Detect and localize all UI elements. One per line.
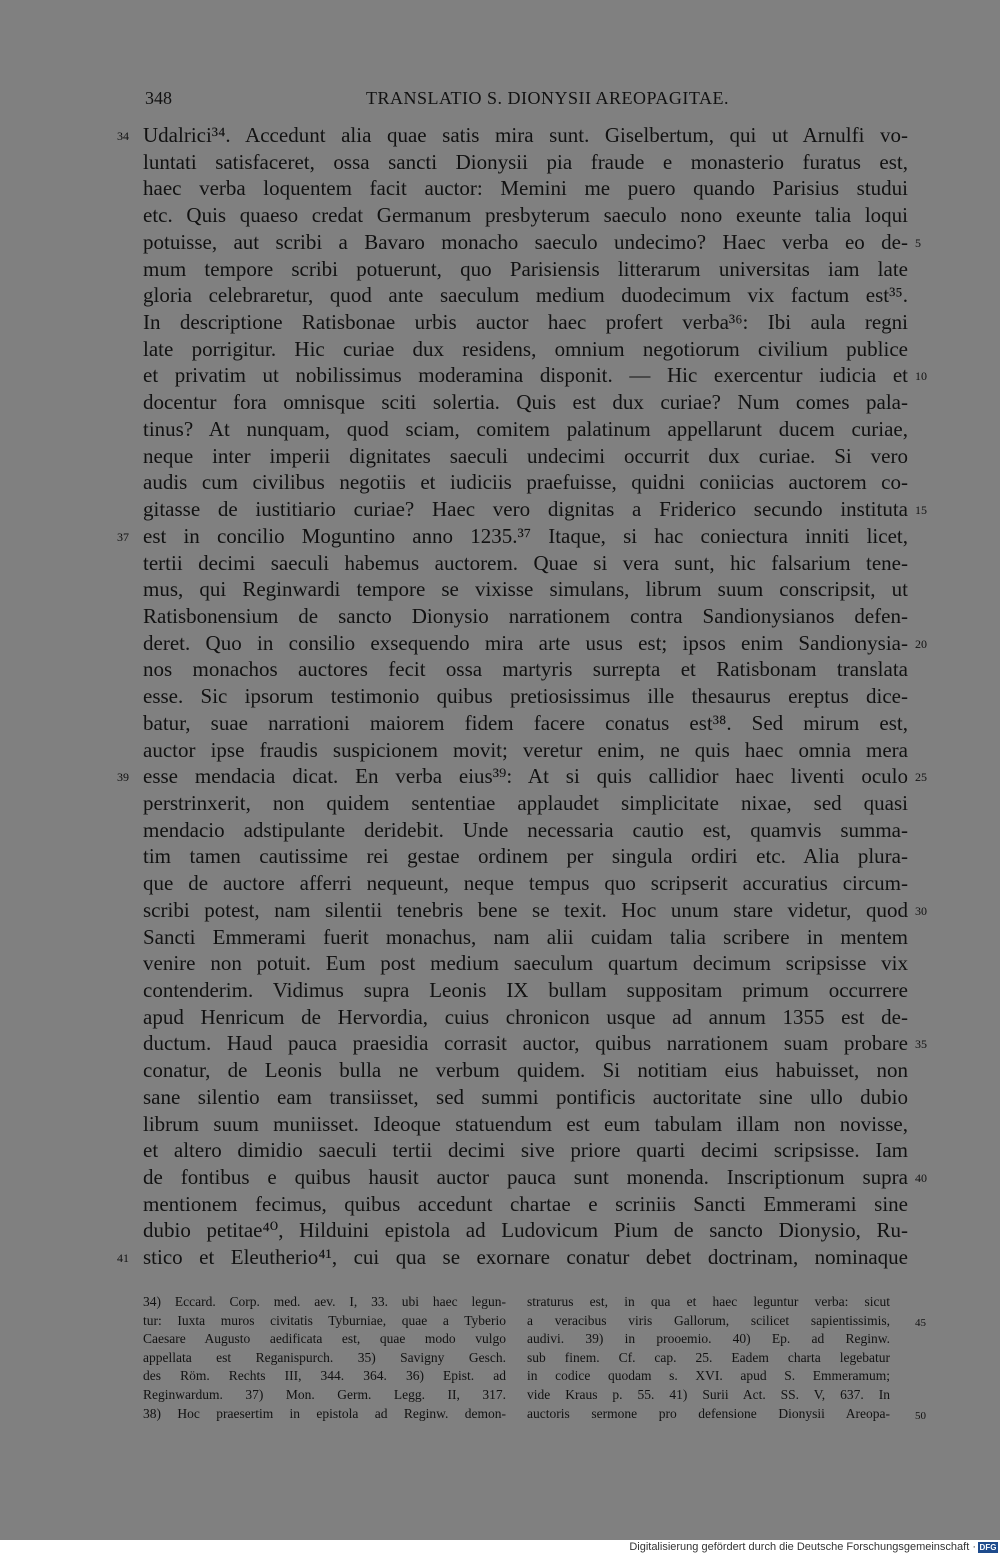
text-line xyxy=(143,977,908,1004)
text-line-content: contenderim. Vidimus supra Leonis IX bullam suppositam primum occurrere xyxy=(143,978,908,1002)
text-line-content: esse. Sic ipsorum testimonio quibus pretiosissimus ille thesaurus ereptus dice- xyxy=(143,684,908,709)
line-number: 40 xyxy=(915,1171,927,1186)
footnote-line-content: sub finem. Cf. cap. 25. Eadem charta legebatur xyxy=(527,1349,890,1365)
text-line xyxy=(143,309,908,336)
footnote-line-content: vide Kraus p. 55. 41) Surii Act. SS. V, 637. In xyxy=(527,1386,890,1402)
text-line-content: nos monachos auctores fecit ossa martyris surrepta et Ratisbonam translata xyxy=(143,657,908,682)
footnote-line xyxy=(143,1405,506,1424)
footnotes-left-column xyxy=(143,1293,506,1423)
text-line-content: late porrigitur. Hic curiae dux residens, omnium negotiorum civilium publice xyxy=(143,336,908,361)
footnote-line-content: tur: Iuxta muros civitatis Tyburniae, quae a Tyberio xyxy=(143,1312,506,1328)
text-line-content: audis cum civilibus negotiis et iudiciis praefuisse, quidni coniicias auctorem co- xyxy=(143,470,908,495)
text-line xyxy=(143,656,908,683)
text-line-content: gitasse de iustitiario curiae? Haec vero dignitas a Friderico secundo instituta xyxy=(143,497,908,522)
footnote-line xyxy=(527,1312,926,1331)
text-line-content: potuisse, aut scribi a Bavaro monacho saeculo undecimo? Haec verba eo de- xyxy=(143,229,908,254)
text-line xyxy=(143,336,908,363)
text-line xyxy=(117,763,927,790)
text-line-content: tim tamen cautissime rei gestae ordinem per singula ordiri etc. Alia plura- xyxy=(143,844,908,869)
line-number: 30 xyxy=(915,903,927,918)
dfg-logo: DFG xyxy=(979,1543,997,1552)
footnote-line xyxy=(527,1405,926,1424)
page-header xyxy=(145,88,910,114)
text-line-content: batur, suae narrationi maiorem fidem facere conatus est³⁸. Sed mirum est, xyxy=(143,710,908,735)
footnote-line xyxy=(143,1330,506,1349)
text-line-content: scribi potest, nam silentii tenebris bene se texit. Hoc unum stare videtur, quod xyxy=(143,897,908,922)
text-line-content: mum tempore scribi potuerunt, quo Parisiensis litterarum universitas iam late xyxy=(143,256,908,281)
text-line xyxy=(143,1191,908,1218)
text-line xyxy=(143,737,908,764)
line-number: 45 xyxy=(915,1316,926,1329)
footnote-line-content: Caesare Augusto aedificata est, quae modo vulgo xyxy=(143,1331,506,1347)
text-line-content: neque inter imperii dignitates saeculi undecimi occurrit dux curiae. Si vero xyxy=(143,443,908,468)
text-line xyxy=(143,416,908,443)
footnote-line-content: Reginwardum. 37) Mon. Germ. Legg. II, 317. xyxy=(143,1386,506,1402)
text-line xyxy=(143,550,908,577)
text-line-content: mus, qui Reginwardi tempore se vixisse simulans, librum suum conscripsit, ut xyxy=(143,577,908,602)
text-line xyxy=(143,1057,908,1084)
text-line xyxy=(143,1111,908,1138)
footnotes-right-column xyxy=(527,1293,926,1423)
text-line xyxy=(143,790,908,817)
text-line-content: stico et Eleutherio⁴¹, cui qua se exornare conatur debet doctrinam, nominaque xyxy=(143,1245,908,1270)
page-number: 348 xyxy=(145,88,172,108)
footnote-line xyxy=(527,1386,890,1405)
line-number: 35 xyxy=(915,1037,927,1052)
text-line-content: librum suum muniisset. Ideoque statuendum est eum tabulam illam non novisse, xyxy=(143,1111,908,1136)
footnote-line-content: straturus est, in qua et haec leguntur verba: sicut xyxy=(527,1294,890,1309)
text-line xyxy=(143,175,908,202)
margin-note-number: 39 xyxy=(117,770,129,785)
text-line xyxy=(117,122,908,149)
footnote-line xyxy=(143,1367,506,1386)
text-line xyxy=(143,362,927,389)
line-number: 25 xyxy=(915,770,927,785)
text-line-content: haec verba loquentem facit auctor: Memini me puero quando Parisius studui xyxy=(143,176,908,201)
digitization-footer xyxy=(0,1540,1000,1555)
text-line xyxy=(143,1217,908,1244)
text-line xyxy=(143,496,927,523)
text-line xyxy=(143,469,908,496)
text-line xyxy=(143,683,908,710)
text-line-content: que de auctore afferri nequeunt, neque tempus quo scripserit accuratius circum- xyxy=(143,871,908,896)
text-line-content: mendacio adstipulante deridebit. Unde necessaria cautio est, quamvis summa- xyxy=(143,817,908,842)
text-line-content: est in concilio Moguntino anno 1235.³⁷ Itaque, si hac coniectura inniti licet, xyxy=(143,523,908,548)
text-line-content: de fontibus e quibus hausit auctor pauca sunt monenda. Inscriptionum supra xyxy=(143,1165,908,1190)
footnote-line-content: audivi. 39) in prooemio. 40) Ep. ad Reginw. xyxy=(527,1331,890,1347)
text-line-content: deret. Quo in consilio exsequendo mira arte usus est; ipsos enim Sandionysia- xyxy=(143,630,908,655)
text-line xyxy=(143,817,908,844)
text-line xyxy=(143,149,908,176)
text-line-content: Udalrici³⁴. Accedunt alia quae satis mira sunt. Giselbertum, qui ut Arnulfi vo- xyxy=(143,123,908,147)
text-line xyxy=(143,229,921,256)
text-line-content: ductum. Haud pauca praesidia corrasit auctor, quibus narrationem suam probare xyxy=(143,1031,908,1056)
text-line xyxy=(143,1030,927,1057)
text-line-content: venire non potuit. Eum post medium saeculum quartum decimum scripsisse vix xyxy=(143,951,908,976)
text-line-content: apud Henricum de Hervordia, cuius chronicon usque ad annum 1355 est de- xyxy=(143,1004,908,1029)
text-line xyxy=(143,870,908,897)
line-number: 5 xyxy=(915,235,921,250)
text-line-content: et privatim ut nobilissimus moderamina disponit. — Hic exercentur iudicia et xyxy=(143,363,908,388)
text-line-content: auctor ipse fraudis suspicionem movit; veretur enim, ne quis haec omnia mera xyxy=(143,737,908,762)
footnote-line xyxy=(143,1386,506,1405)
line-number: 15 xyxy=(915,503,927,518)
text-line xyxy=(143,389,908,416)
text-line xyxy=(143,630,927,657)
text-line-content: conatur, de Leonis bulla ne verbum quidem. Si notitiam eius habuisset, non xyxy=(143,1058,908,1083)
margin-note-number: 34 xyxy=(117,129,129,143)
text-line-content: esse mendacia dicat. En verba eius³⁹: At si quis callidior haec liventi oculo xyxy=(143,764,908,789)
text-line xyxy=(143,924,908,951)
main-text-block xyxy=(117,122,927,1271)
footnote-line xyxy=(143,1349,506,1368)
text-line xyxy=(143,603,908,630)
margin-note-number: 41 xyxy=(117,1251,129,1266)
text-line xyxy=(143,1004,908,1031)
text-line-content: Sancti Emmerami fuerit monachus, nam alii cuidam talia scribere in mentem xyxy=(143,924,908,949)
text-line xyxy=(143,1164,927,1191)
footnote-line xyxy=(143,1293,506,1312)
footnote-line-content: auctoris sermone pro defensione Dionysii Areopa- xyxy=(527,1405,890,1421)
text-line xyxy=(117,523,908,550)
text-line-content: tinus? At nunquam, quod sciam, comitem palatinum appellarunt ducem curiae, xyxy=(143,416,908,441)
line-number: 10 xyxy=(915,369,927,384)
running-title: TRANSLATIO S. DIONYSII AREOPAGITAE. xyxy=(366,88,729,108)
footnote-line-content: des Röm. Rechts III, 344. 364. 36) Epist. ad xyxy=(143,1368,506,1384)
text-line xyxy=(143,443,908,470)
footnote-line-content: 38) Hoc praesertim in epistola ad Reginw. demon- xyxy=(143,1405,506,1421)
line-number: 50 xyxy=(915,1409,926,1422)
footnote-line xyxy=(527,1330,890,1349)
text-line xyxy=(143,282,908,309)
text-line-content: sane silentio eam transiisset, sed summi pontificis auctoritate sine ullo dubio xyxy=(143,1084,908,1109)
text-line xyxy=(143,202,908,229)
text-line-content: dubio petitae⁴⁰, Hilduini epistola ad Ludovicum Pium de sancto Dionysio, Ru- xyxy=(143,1218,908,1243)
text-line xyxy=(143,950,908,977)
footnote-line-content: appellata est Reganispurch. 35) Savigny Gesch. xyxy=(143,1349,506,1365)
text-line-content: Ratisbonensium de sancto Dionysio narrationem contra Sandionysianos defen- xyxy=(143,603,908,628)
text-line-content: luntati satisfaceret, ossa sancti Dionysii pia fraude e monasterio furatus est, xyxy=(143,149,908,174)
text-line-content: docentur fora omnisque sciti solertia. Quis est dux curiae? Num comes pala- xyxy=(143,390,908,415)
text-line xyxy=(143,1084,908,1111)
footnote-line xyxy=(143,1312,506,1331)
footnote-line-content: in codice quodam s. XVI. apud S. Emmeramum; xyxy=(527,1368,890,1384)
footnote-line xyxy=(527,1349,890,1368)
text-line xyxy=(117,1244,908,1271)
footnote-line-content: a veracibus viris Gallorum, scilicet sapientissimis, xyxy=(527,1312,890,1328)
text-line-content: In descriptione Ratisbonae urbis auctor haec profert verba³⁶: Ibi aula regni xyxy=(143,310,908,335)
text-line xyxy=(143,710,908,737)
text-line-content: tertii decimi saeculi habemus auctorem. Quae si vera sunt, hic falsarium tene- xyxy=(143,550,908,575)
line-number: 20 xyxy=(915,636,927,651)
text-line xyxy=(143,897,927,924)
text-line xyxy=(143,843,908,870)
footnote-line xyxy=(527,1367,890,1386)
text-line-content: gloria celebraretur, quod ante saeculum medium duodecimum vix factum est³⁵. xyxy=(143,283,908,308)
text-line-content: etc. Quis quaeso credat Germanum presbyterum saeculo nono exeunte talia loqui xyxy=(143,203,908,228)
text-line xyxy=(143,256,908,283)
margin-note-number: 37 xyxy=(117,529,129,544)
text-line xyxy=(143,1137,908,1164)
funding-credit: Digitalisierung gefördert durch die Deutsche Forschungsgemeinschaft · xyxy=(629,1541,976,1553)
text-line-content: et altero dimidio saeculi tertii decimi sive priore quarti decimi scripsisse. Iam xyxy=(143,1138,908,1163)
text-line-content: perstrinxerit, non quidem sententiae applaudet simplicitate nixae, sed quasi xyxy=(143,790,908,815)
footnote-line xyxy=(527,1293,890,1312)
text-line xyxy=(143,576,908,603)
footnote-line-content: 34) Eccard. Corp. med. aev. I, 33. ubi haec legun- xyxy=(143,1294,506,1309)
text-line-content: mentionem fecimus, quibus accedunt chartae e scriniis Sancti Emmerami sine xyxy=(143,1191,908,1216)
